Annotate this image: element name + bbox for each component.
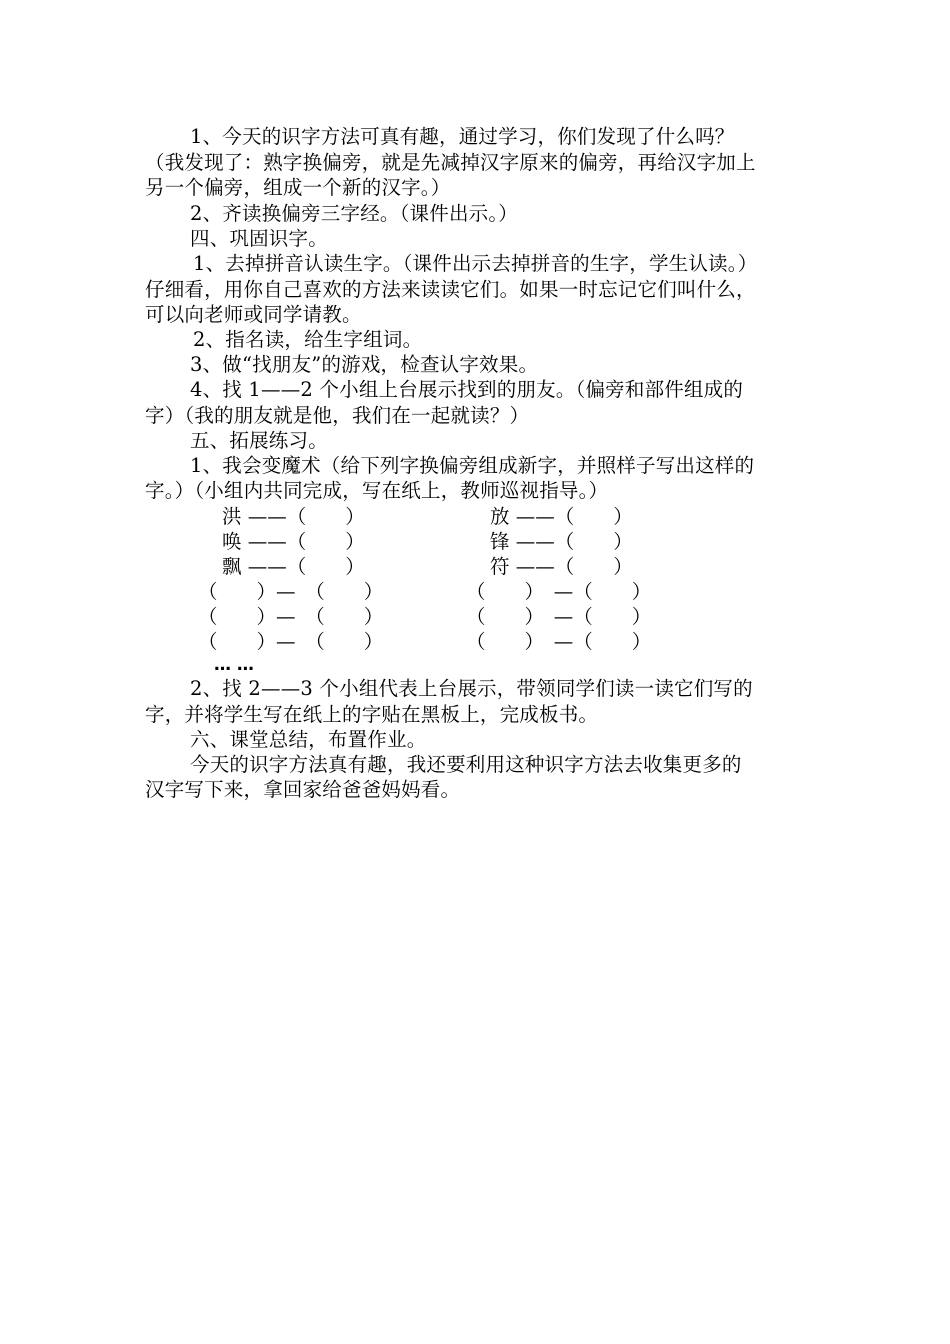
paragraph-line: 2、齐读换偏旁三字经。（课件出示。）	[190, 202, 519, 225]
exercise-blank-row: （ ） —（ ）	[466, 580, 652, 603]
ellipsis: … …	[214, 655, 254, 675]
paragraph-line: 字。）（小组内共同完成，写在纸上，教师巡视指导。）	[145, 479, 609, 502]
paragraph-line: 3、做“找朋友”的游戏，检查认字效果。	[190, 353, 539, 376]
exercise-blank-row: （ ）— （ ）	[198, 630, 384, 653]
paragraph-line: 另一个偏旁，组成一个新的汉字。）	[145, 176, 451, 199]
paragraph-line: 汉字写下来，拿回家给爸爸妈妈看。	[145, 778, 461, 801]
exercise-blank-row: （ ）— （ ）	[198, 605, 384, 628]
section-heading: 五、拓展练习。	[190, 429, 328, 452]
paragraph-line: 1、去掉拼音认读生字。（课件出示去掉拼音的生字，学生认读。）	[193, 252, 758, 275]
paragraph-line: 字，并将学生写在纸上的字贴在黑板上，完成板书。	[145, 703, 599, 726]
paragraph-line: 可以向老师或同学请教。	[145, 303, 362, 326]
exercise-blank-row: （ ） —（ ）	[466, 605, 652, 628]
paragraph-line: 2、指名读，给生字组词。	[193, 328, 423, 351]
exercise-blank-row: （ ）— （ ）	[198, 580, 384, 603]
exercise-example: 唤 ——（ ）	[222, 530, 365, 553]
exercise-example: 洪 ——（ ）	[222, 505, 365, 528]
paragraph-line: 1、我会变魔术（给下列字换偏旁组成新字，并照样子写出这样的	[190, 454, 755, 477]
exercise-example: 放 ——（ ）	[490, 505, 633, 528]
exercise-example: 飘 ——（ ）	[222, 555, 365, 578]
section-heading: 六、课堂总结，布置作业。	[190, 728, 427, 751]
paragraph-line: 4、找 1——2 个小组上台展示找到的朋友。（偏旁和部件组成的	[190, 378, 744, 401]
paragraph-line: 2、找 2——3 个小组代表上台展示，带领同学们读一读它们写的	[190, 677, 753, 700]
paragraph-line: 字）（我的朋友就是他，我们在一起就读？）	[145, 404, 530, 427]
exercise-example: 锋 ——（ ）	[490, 530, 633, 553]
paragraph-line: 仔细看，用你自己喜欢的方法来读读它们。如果一时忘记它们叫什么，	[145, 278, 756, 301]
section-heading: 四、巩固识字。	[190, 227, 328, 250]
paragraph-line: 今天的识字方法真有趣，我还要利用这种识字方法去收集更多的	[190, 753, 742, 776]
exercise-example: 符 ——（ ）	[490, 555, 633, 578]
exercise-blank-row: （ ） —（ ）	[466, 630, 652, 653]
paragraph-line: （我发现了：熟字换偏旁，就是先减掉汉字原来的偏旁，再给汉字加上	[145, 151, 756, 174]
paragraph-line: 1、今天的识字方法可真有趣，通过学习，你们发现了什么吗？	[190, 125, 735, 148]
